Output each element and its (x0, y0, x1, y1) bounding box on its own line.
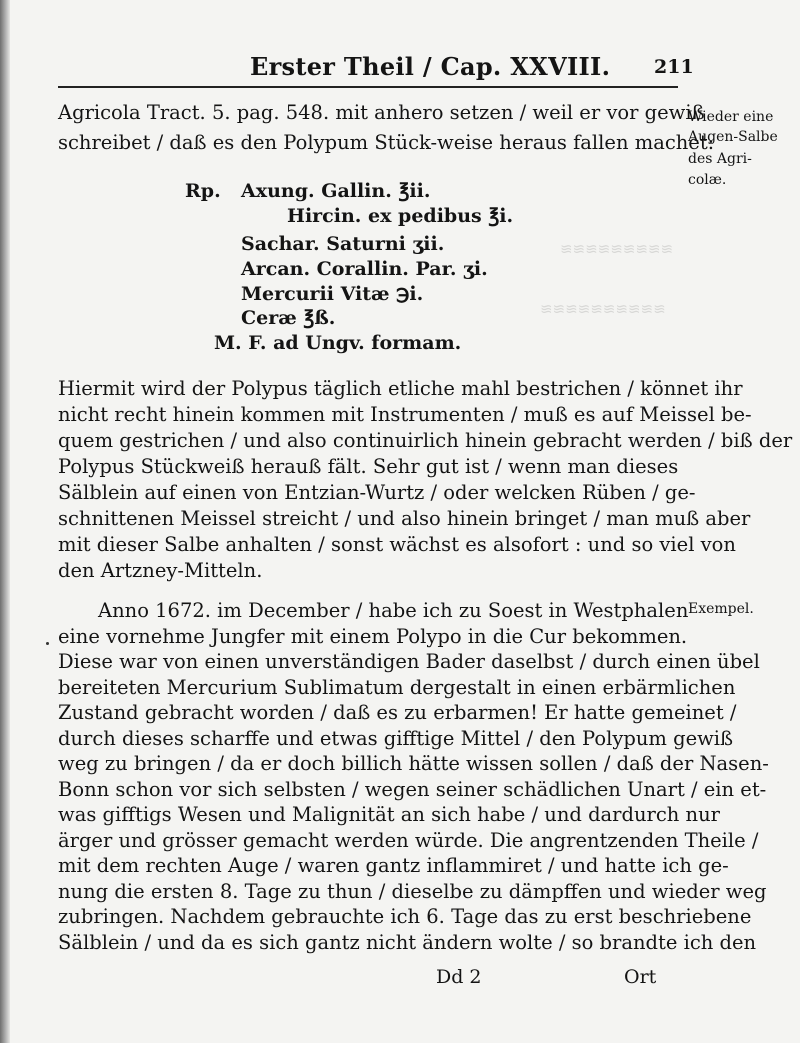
text-line: nung die ersten 8. Tage zu thun / dieselbe zu dämpffen und wieder weg (58, 879, 767, 903)
text-line: was gifftigs Wesen und Malignität an sich habe / und dardurch nur (58, 803, 720, 826)
bleed-through-text: ≋≋≋≋≋≋≋≋≋ (560, 240, 674, 258)
text-line: den Artzney-Mitteln. (58, 559, 263, 582)
marginal-note-line: des Agri- (688, 151, 752, 167)
text-line: quem gestrichen / und also continuirlich hinein gebracht werden / biß der (58, 429, 793, 452)
text-line: mit dem rechten Auge / waren gantz inflammiret / und hatte ich ge- (58, 854, 729, 877)
marginal-note-exempel: Exempel. (688, 601, 754, 617)
text-line: Bonn schon vor sich selbsten / wegen seiner schädlichen Unart / ein et- (58, 777, 767, 801)
page-edge-shadow (0, 0, 10, 1043)
marginal-note-line: Augen-Salbe (688, 129, 778, 145)
text-line: ärger und grösser gemacht werden würde. Die angrentzenden Theile / (58, 828, 759, 852)
catchword: Ort (624, 966, 657, 988)
recipe-item: Hircin. ex pedibus ℥i. (287, 205, 514, 227)
text-line: weg zu bringen / da er doch billich hätte wissen sollen / daß der Nasen- (58, 752, 769, 775)
running-head: Erster Theil / Cap. XXVIII. (250, 52, 611, 81)
text-line: Hiermit wird der Polypus täglich etliche mahl bestrichen / könnet ihr (58, 377, 743, 400)
recipe-rp: Rp. (185, 180, 221, 202)
text-line: eine vornehme Jungfer mit einem Polypo in die Cur bekommen. (58, 624, 688, 648)
recipe-item: Axung. Gallin. ℥ii. (241, 180, 431, 202)
recipe-item: M. F. ad Ungv. formam. (214, 332, 462, 354)
text-line: Sälblein / und da es sich gantz nicht ändern wolte / so brandte ich den (58, 930, 757, 954)
text-line: durch dieses scharffe und etwas gifftige Mittel / den Polypum gewiß (58, 726, 734, 750)
text-line: zubringen. Nachdem gebrauchte ich 6. Tage das zu erst beschriebene (58, 905, 752, 928)
text-line: Anno 1672. im December / habe ich zu Soest in Westphalen (98, 599, 689, 622)
text-line: schreibet / daß es den Polypum Stück-weise heraus fallen machet: (58, 131, 715, 154)
text-line: schnittenen Meissel streicht / und also hinein bringet / man muß aber (58, 507, 751, 530)
page-header (0, 52, 800, 84)
marginal-note-line: colæ. (688, 172, 727, 188)
ink-speck (46, 642, 49, 645)
recipe-item: Mercurii Vitæ ℈i. (241, 283, 424, 305)
text-line: Diese war von einen unverständigen Bader daselbst / durch einen übel (58, 650, 760, 673)
recipe-item: Sachar. Saturni ʒii. (241, 233, 445, 255)
page-number: 211 (654, 56, 694, 78)
header-rule (58, 86, 678, 88)
signature-mark: Dd 2 (436, 966, 482, 988)
text-line: bereiteten Mercurium Sublimatum dergestalt in einen erbärmlichen (58, 675, 736, 699)
text-line: mit dieser Salbe anhalten / sonst wächst es alsofort : und so viel von (58, 533, 736, 556)
text-line: Agricola Tract. 5. pag. 548. mit anhero setzen / weil er vor gewiß (58, 101, 705, 124)
bleed-through-text: ≋≋≋≋≋≋≋≋≋≋ (540, 300, 666, 318)
recipe-item: Ceræ ℥ß. (241, 307, 336, 329)
text-line: Sälblein auf einen von Entzian-Wurtz / oder welcken Rüben / ge- (58, 481, 696, 504)
recipe-item: Arcan. Corallin. Par. ʒi. (241, 258, 488, 280)
marginal-note-line: Wieder eine (688, 109, 774, 125)
text-line: Zustand gebracht worden / daß es zu erbarmen! Er hatte gemeinet / (58, 701, 737, 724)
text-line: nicht recht hinein kommen mit Instrumenten / muß es auf Meissel be- (58, 403, 752, 426)
text-line: Polypus Stückweiß herauß fält. Sehr gut ist / wenn man dieses (58, 455, 679, 478)
